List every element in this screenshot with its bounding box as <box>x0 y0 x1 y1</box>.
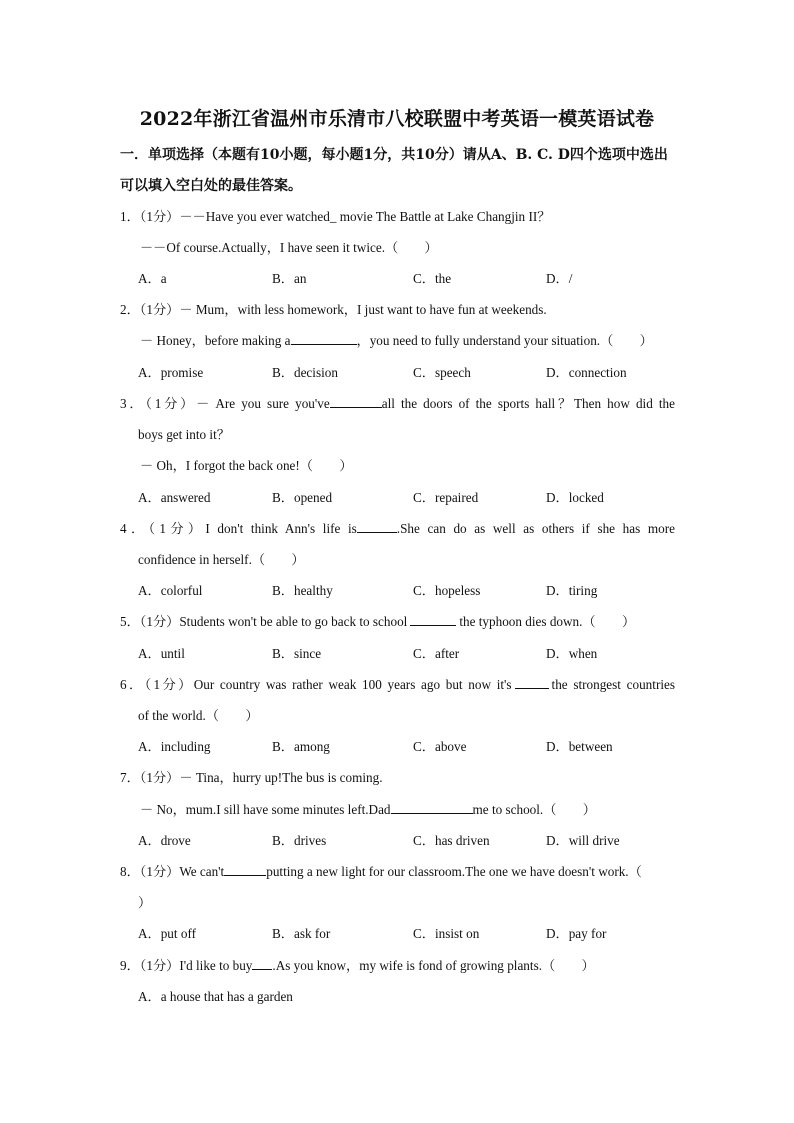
q6-stem-start: 6．（1分）Our country was rather weak 100 years ago but now it's <box>120 677 512 692</box>
q8-option-d: D．pay for <box>546 926 607 941</box>
q3-stem-end: all the doors of the sports hall？Then how did the <box>381 396 675 411</box>
q9-option-a: A．a house that has a garden <box>138 989 293 1004</box>
q7-blank <box>391 801 473 814</box>
q5-stem <box>120 613 635 631</box>
q3-stem-continued: boys get into it？ <box>138 427 230 442</box>
q5-blank <box>410 613 456 626</box>
q4-option-c: C．hopeless <box>413 583 481 598</box>
q2-option-c: C．speech <box>413 365 471 380</box>
q5-option-b: B．since <box>272 646 322 661</box>
q2-option-a: A．promise <box>138 365 204 380</box>
q7-reply-end: me to school.（ ） <box>472 802 596 817</box>
q8-option-c: C．insist on <box>413 926 480 941</box>
q6-option-c: C．above <box>413 739 467 754</box>
q3-option-d: D．locked <box>546 490 604 505</box>
q8-option-a: A．put off <box>138 926 196 941</box>
q4-option-a: A．colorful <box>138 583 203 598</box>
section-instruction-line-2: 可以填入空白处的最佳答案。 <box>120 178 302 194</box>
q4-blank <box>357 520 397 533</box>
q1-reply: －－Of course.Actually，I have seen it twice.（ ） <box>140 240 438 255</box>
q2-option-d: D．connection <box>546 365 627 380</box>
q5-option-c: C．after <box>413 646 460 661</box>
q3-reply: － Oh，I forgot the back one!（ ） <box>140 458 353 473</box>
q9-stem-start: 9．（1分）I'd like to buy <box>120 958 253 973</box>
q8-blank <box>224 863 266 876</box>
q4-stem-start: 4．（1分）I don't think Ann's life is <box>120 521 357 536</box>
q3-option-a: A．answered <box>138 490 211 505</box>
q7-option-a: A．drove <box>138 833 191 848</box>
q4-stem <box>120 520 675 538</box>
q1-option-b: B．an <box>272 271 307 286</box>
q4-option-d: D．tiring <box>546 583 598 598</box>
q1-stem: 1．（1分）－－Have you ever watched_ movie The Battle at Lake Changjin II？ <box>120 209 551 224</box>
q4-stem-end: .She can do as well as others if she has more <box>396 521 675 536</box>
q6-stem-end: the strongest countries <box>551 677 675 692</box>
q7-reply <box>140 801 596 819</box>
q1-option-d: D．/ <box>546 271 573 286</box>
q9-stem-end: .As you know，my wife is fond of growing plants.（ ） <box>272 958 595 973</box>
q8-option-b: B．ask for <box>272 926 331 941</box>
q6-stem <box>120 676 675 694</box>
q1-option-a: A．a <box>138 271 167 286</box>
q3-option-b: B．opened <box>272 490 333 505</box>
q8-stem <box>120 863 642 881</box>
q1-option-c: C．the <box>413 271 452 286</box>
q7-option-c: C．has driven <box>413 833 490 848</box>
q6-option-a: A．including <box>138 739 211 754</box>
q5-stem-end: the typhoon dies down.（ ） <box>459 614 636 629</box>
q3-stem-start: 3．（1分）－ Are you sure you've <box>120 396 330 411</box>
q6-option-d: D．between <box>546 739 613 754</box>
q2-blank <box>291 332 357 345</box>
q7-option-b: B．drives <box>272 833 327 848</box>
q3-option-c: C．repaired <box>413 490 479 505</box>
q7-stem: 7．（1分）－ Tina，hurry up!The bus is coming. <box>120 770 383 785</box>
q5-option-d: D．when <box>546 646 598 661</box>
q6-stem-continued: of the world.（ ） <box>138 708 259 723</box>
q8-stem-end: putting a new light for our classroom.The one we have doesn't work.（ <box>266 864 642 879</box>
q4-option-b: B．healthy <box>272 583 333 598</box>
q2-reply-start: － Honey，before making a <box>140 333 291 348</box>
section-instruction-line-1: 一．单项选择（本题有10小题，每小题1分，共10分）请从A、B. C. D四个选项中选出 <box>120 147 668 163</box>
q2-reply-end: ，you need to fully understand your situation.（ ） <box>356 333 653 348</box>
q2-option-b: B．decision <box>272 365 338 380</box>
q3-stem <box>120 395 675 413</box>
q7-reply-start: － No，mum.I sill have some minutes left.Dad <box>140 802 391 817</box>
q4-stem-continued: confidence in herself.（ ） <box>138 552 305 567</box>
q8-stem-continued: ） <box>138 895 152 910</box>
q7-option-d: D．will drive <box>546 833 620 848</box>
q2-stem: 2．（1分）－ Mum，with less homework，I just want to have fun at weekends. <box>120 302 547 317</box>
q5-stem-start: 5．（1分）Students won't be able to go back to school <box>120 614 408 629</box>
q9-blank <box>252 957 272 970</box>
q6-option-b: B．among <box>272 739 330 754</box>
q3-blank <box>330 395 382 408</box>
exam-title: 2022年浙江省温州市乐清市八校联盟中考英语一模英语试卷 <box>139 108 655 130</box>
q9-stem <box>120 957 595 975</box>
q5-option-a: A．until <box>138 646 185 661</box>
q6-blank <box>515 676 549 689</box>
q2-reply <box>140 332 653 350</box>
q8-stem-start: 8．（1分）We can't <box>120 864 225 879</box>
